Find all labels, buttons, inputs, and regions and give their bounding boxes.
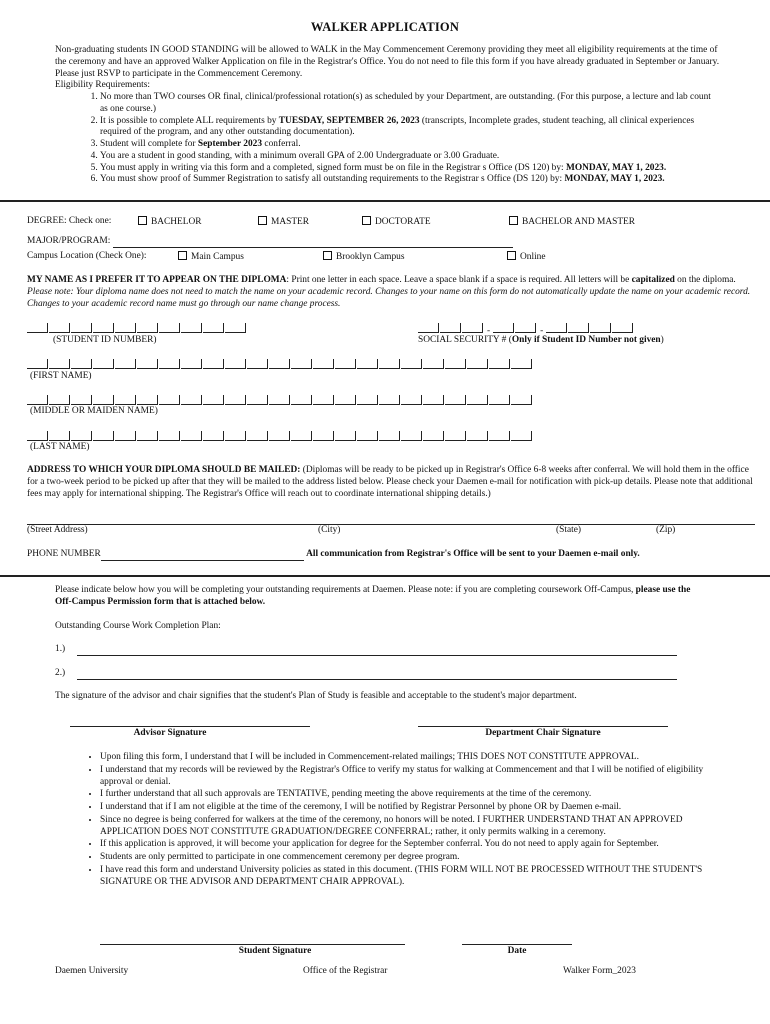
- chair-signature-label: Department Chair Signature: [485, 728, 601, 738]
- first-name-boxes[interactable]: [27, 359, 533, 374]
- term-item: • Upon filing this form, I understand that I will be included in Commencement-related mailings; THIS DOES NOT CONSTITUTE APPROVAL.: [100, 752, 720, 764]
- date-label: Date: [507, 946, 527, 956]
- city-label: (City): [318, 525, 341, 535]
- term-item: • If this application is approved, it will become your application for degree for the September conferral. You do not need to apply again for September.: [100, 839, 720, 851]
- footer-right: Walker Form_2023: [563, 966, 636, 976]
- checkbox-icon[interactable]: [178, 251, 187, 260]
- term-item: • Since no degree is being conferred for walkers at the time of the ceremony, no honors will be noted. I FURTHER UNDERSTAND THAT AN APPROVED APPLICATION DOES NOT CONSTITUTE GRADUATION/DEGREE CONFERRAL; rather, it only permits walking in a ceremony.: [100, 815, 720, 839]
- advisor-signature-field[interactable]: [70, 716, 310, 727]
- degree-label: DEGREE: Check one:: [27, 216, 112, 226]
- program-row: [27, 236, 513, 248]
- eligibility-list: [55, 92, 720, 186]
- last-name-label: (LAST NAME): [30, 442, 90, 452]
- section-divider: [0, 200, 770, 202]
- phone-note: All communication from Registrar's Office will be sent to your Daemen e-mail only.: [306, 549, 640, 559]
- terms-section: [55, 752, 720, 889]
- first-name-label: (FIRST NAME): [30, 371, 92, 381]
- checkbox-icon[interactable]: [138, 216, 147, 225]
- student-signature-field[interactable]: [100, 934, 405, 945]
- footer-left: Daemen University: [55, 966, 129, 976]
- campus-option-online[interactable]: Online: [507, 251, 546, 264]
- address-field[interactable]: [27, 514, 755, 525]
- checkbox-icon[interactable]: [362, 216, 371, 225]
- eligibility-item: 4. You are a student in good standing, with a minimum overall GPA of 2.00 Undergraduate or 3.00 Graduate.: [100, 151, 720, 163]
- degree-option-master[interactable]: MASTER: [258, 216, 309, 229]
- eligibility-item: 2. It is possible to complete ALL requirements by TUESDAY, SEPTEMBER 26, 2023 (transcripts, Incomplete grades, student teaching, all clinical experiences required of the program, and any other outstanding documentation).: [100, 116, 720, 140]
- checkbox-icon[interactable]: [323, 251, 332, 260]
- form-title: WALKER APPLICATION: [310, 20, 460, 34]
- phone-field[interactable]: [101, 552, 304, 561]
- diploma-name-instructions: MY NAME AS I PREFER IT TO APPEAR ON THE DIPLOMA: Print one letter in each space. Leave a space blank if a space is required. All letters will be capitalized on the diploma. Please note: Your diploma name does not need to match the name on your academic record. Changes to your name on this form do not automatically update the name on your academic record. Changes to your academic record name must go through our name change process.: [27, 275, 751, 309]
- degree-option-doctorate[interactable]: DOCTORATE: [362, 216, 431, 229]
- plan-item-1-field[interactable]: [77, 645, 677, 656]
- last-name-boxes[interactable]: [27, 431, 533, 446]
- program-label: MAJOR/PROGRAM:: [27, 236, 111, 246]
- eligibility-item: 3. Student will complete for September 2023 conferral.: [100, 139, 720, 151]
- eligibility-item: 5. You must apply in writing via this form and a completed, signed form must be on file in the Registrar s Office (DS 120) by: MONDAY, MAY 1, 2023.: [100, 163, 720, 175]
- chair-signature-field[interactable]: [418, 716, 668, 727]
- ssn-label: SOCIAL SECURITY # (Only if Student ID Number not given): [418, 335, 664, 345]
- eligibility-item: 6. You must show proof of Summer Registration to satisfy all outstanding requirements to the Registrar s Office (DS 120) by: MONDAY, MAY 1, 2023.: [100, 174, 720, 186]
- checkbox-icon[interactable]: [507, 251, 516, 260]
- checkbox-icon[interactable]: [509, 216, 518, 225]
- eligibility-heading: Eligibility Requirements:: [55, 80, 151, 91]
- degree-option-bachelor[interactable]: BACHELOR: [138, 216, 202, 229]
- advisor-signature-label: Advisor Signature: [133, 728, 207, 738]
- zip-label: (Zip): [656, 525, 676, 535]
- middle-name-label: (MIDDLE OR MAIDEN NAME): [30, 406, 158, 416]
- plan-intro: Please indicate below how you will be completing your outstanding requirements at Daemen. Please note: if you are completing coursework Off-Campus, please use the Off-Campus Permission form that is attached below.: [55, 585, 691, 607]
- plan-signature-note: The signature of the advisor and chair signifies that the student's Plan of Study is feasible and acceptable to the student's major department.: [55, 691, 577, 701]
- terms-list: [55, 752, 720, 888]
- phone-row: [27, 549, 640, 561]
- term-item: • I have read this form and understand University policies as stated in this document. (THIS FORM WILL NOT BE PROCESSED WITHOUT THE STUDENT'S SIGNATURE OR THE ADVISOR AND DEPARTMENT CHAIR APPROVAL).: [100, 865, 720, 889]
- campus-option-main[interactable]: Main Campus: [178, 251, 244, 264]
- plan-item-2-field[interactable]: [77, 669, 677, 680]
- section-divider: [0, 575, 770, 577]
- eligibility-item: 1. No more than TWO courses OR final, clinical/professional rotation(s) as scheduled by your Department, are outstanding. (For this purpose, a lecture and lab count as one course.): [100, 92, 720, 116]
- footer-center: Office of the Registrar: [303, 966, 388, 976]
- intro-text: Non-graduating students IN GOOD STANDING will be allowed to WALK in the May Commencement Ceremony providing they meet all eligibility requirements at the time of the ceremony and have an approved Walker Application on file in the Registrar's Office. You do not need to file this form if you have already graduated in September or January. Please just RSVP to participate in the Commencement Ceremony.: [55, 45, 720, 79]
- program-field[interactable]: [113, 239, 513, 248]
- plan-item-2: 2.): [55, 668, 66, 678]
- degree-option-bachelor-and-master[interactable]: BACHELOR AND MASTER: [509, 216, 635, 229]
- plan-item-1: 1.): [55, 644, 66, 654]
- term-item: • I understand that if I am not eligible at the time of the ceremony, I will be notified by Registrar Personnel by phone OR by Daemen e-mail.: [100, 802, 720, 814]
- address-instructions: ADDRESS TO WHICH YOUR DIPLOMA SHOULD BE MAILED: (Diplomas will be ready to be picked up in Registrar's Office 6-8 weeks after conferral. We will hold them in the office for a two-week period to be picked up after that they will be mailed to the address listed below. Please check your Daemen e-mail for notification with pick-up details. Please note that additional fees may apply for international shipping. The Registrar's Office will reach out to coordinate international shipping details.): [27, 465, 753, 499]
- student-signature-label: Student Signature: [238, 946, 312, 956]
- checkbox-icon[interactable]: [258, 216, 267, 225]
- campus-option-brooklyn[interactable]: Brooklyn Campus: [323, 251, 405, 264]
- phone-label: PHONE NUMBER: [27, 549, 101, 559]
- term-item: • I further understand that all such approvals are TENTATIVE, pending meeting the above requirements at the time of the ceremony.: [100, 789, 720, 801]
- ssn-boxes[interactable]: - -: [418, 323, 634, 338]
- campus-label: Campus Location (Check One):: [27, 251, 147, 261]
- student-id-label: (STUDENT ID NUMBER): [53, 335, 157, 345]
- street-label: (Street Address): [27, 525, 88, 535]
- term-item: • Students are only permitted to participate in one commencement ceremony per degree program.: [100, 852, 720, 864]
- intro-section: [55, 45, 720, 186]
- term-item: • I understand that my records will be reviewed by the Registrar's Office to verify my status for walking at Commencement and that I will be notified of eligibility approval or denial.: [100, 765, 720, 789]
- state-label: (State): [556, 525, 581, 535]
- plan-heading: Outstanding Course Work Completion Plan:: [55, 621, 221, 631]
- date-field[interactable]: [462, 934, 572, 945]
